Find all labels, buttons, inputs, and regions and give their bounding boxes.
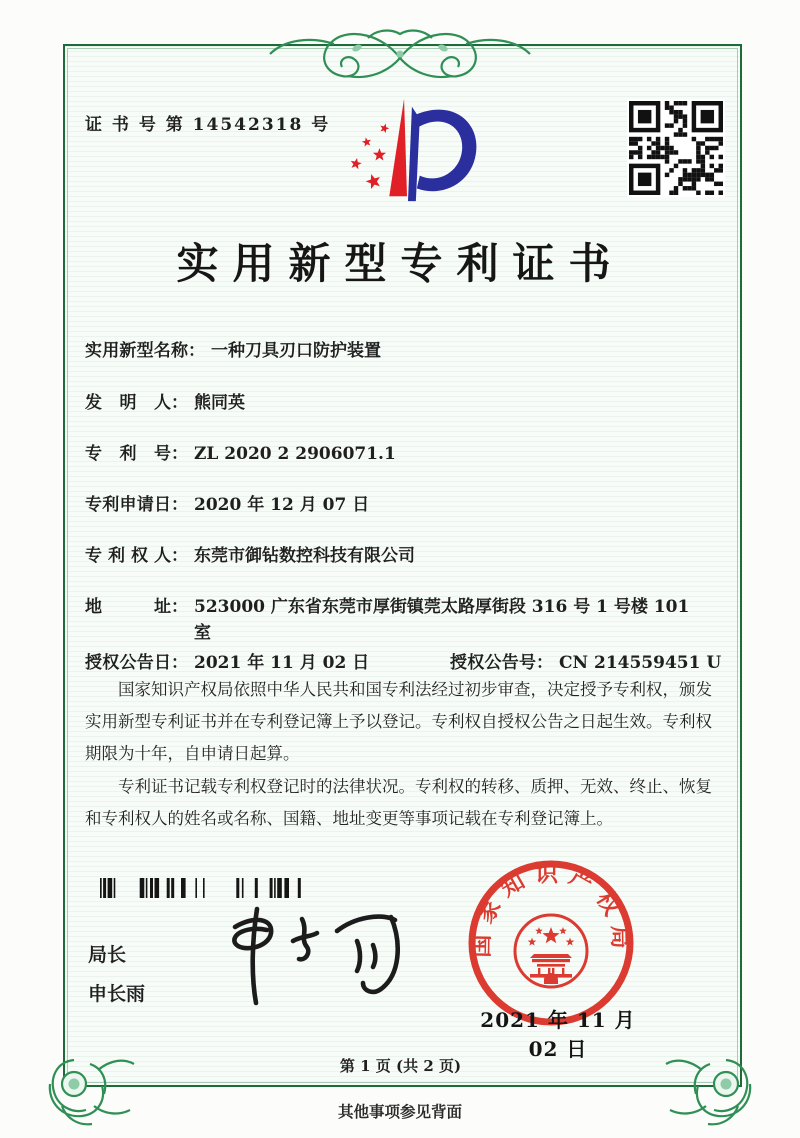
officer-title: 局长: [88, 944, 127, 966]
legal-paragraph-2: 专利证书记载专利权登记时的法律状况。专利权的转移、质押、无效、终止、恢复和专利权人的姓名或名称、国籍、地址变更等事项记载在专利登记簿上。: [85, 776, 712, 828]
officer-block: [88, 936, 145, 1014]
cnipa-logo-icon: [333, 93, 481, 211]
field-label: 授权公告日: [85, 653, 171, 673]
field-label: 专利权人: [85, 546, 171, 566]
field-label: 地址: [85, 597, 171, 617]
field-value: 2021 年 11 月 02 日: [194, 653, 370, 673]
qr-code: [627, 99, 725, 197]
field-value: ZL 2020 2 2906071.1: [194, 444, 396, 464]
logo-stars-icon: [351, 124, 390, 189]
field-inventor: 发明人： 熊同英: [85, 390, 725, 416]
field-patent-number: 专利号： ZL 2020 2 2906071.1: [85, 441, 725, 467]
field-filing-date: 专利申请日： 2020 年 12 月 07 日: [85, 492, 725, 518]
seal-text: 国家知识产权局: [467, 859, 635, 958]
field-address: 地址： 523000 广东省东莞市厚街镇莞太路厚街段 316 号 1 号楼 101 室: [85, 594, 725, 647]
field-patentee: 专利权人： 东莞市御钻数控科技有限公司: [85, 543, 725, 569]
field-value: 东莞市御钻数控科技有限公司: [194, 546, 415, 566]
field-label: 专利申请日: [85, 495, 171, 515]
page-number: 第 1 页 (共 2 页): [339, 1057, 462, 1075]
see-back-note: 其他事项参见背面: [337, 1102, 462, 1121]
officer-name: 申长雨: [88, 982, 146, 1005]
field-value: 一种刀具刃口防护装置: [211, 341, 381, 361]
legal-body-text: [85, 674, 727, 835]
field-label: 专利号: [85, 444, 171, 464]
top-border-flourish-ornament: [250, 24, 550, 86]
field-value: 523000 广东省东莞市厚街镇莞太路厚街段 316 号 1 号楼 101 室: [194, 597, 690, 644]
seal-date: 2021 年 11 月 02 日: [480, 1008, 636, 1061]
certificate-title: 实用新型专利证书: [176, 239, 625, 288]
field-label: 实用新型名称: [85, 341, 188, 361]
field-label: 授权公告号: [450, 653, 536, 673]
field-label: 发明人: [85, 393, 171, 413]
field-grant-row: 授权公告日： 2021 年 11 月 02 日 授权公告号： CN 214559451 U: [85, 650, 725, 676]
certificate-number: 证 书 号 第 14542318 号: [85, 115, 331, 135]
seal-national-emblem-icon: [515, 915, 587, 987]
field-value: 2020 年 12 月 07 日: [194, 495, 370, 515]
field-grant-number: 授权公告号： CN 214559451 U: [450, 650, 721, 676]
logo-blue-bowl-icon: [416, 110, 477, 192]
field-value: 熊同英: [194, 393, 245, 413]
logo-red-wedge-icon: [389, 99, 407, 196]
svg-text:国家知识产权局: [468, 860, 635, 958]
handwritten-signature-graphic: [205, 893, 410, 1011]
field-value: CN 214559451 U: [559, 653, 722, 673]
legal-paragraph-1: 国家知识产权局依照中华人民共和国专利法经过初步审查，决定授予专利权，颁发实用新型专利证书并在专利登记簿上予以登记。专利权自授权公告之日起生效。专利权期限为十年，自申请日起算。: [85, 680, 712, 764]
field-utility-model-name: 实用新型名称： 一种刀具刃口防护装置: [85, 338, 725, 364]
